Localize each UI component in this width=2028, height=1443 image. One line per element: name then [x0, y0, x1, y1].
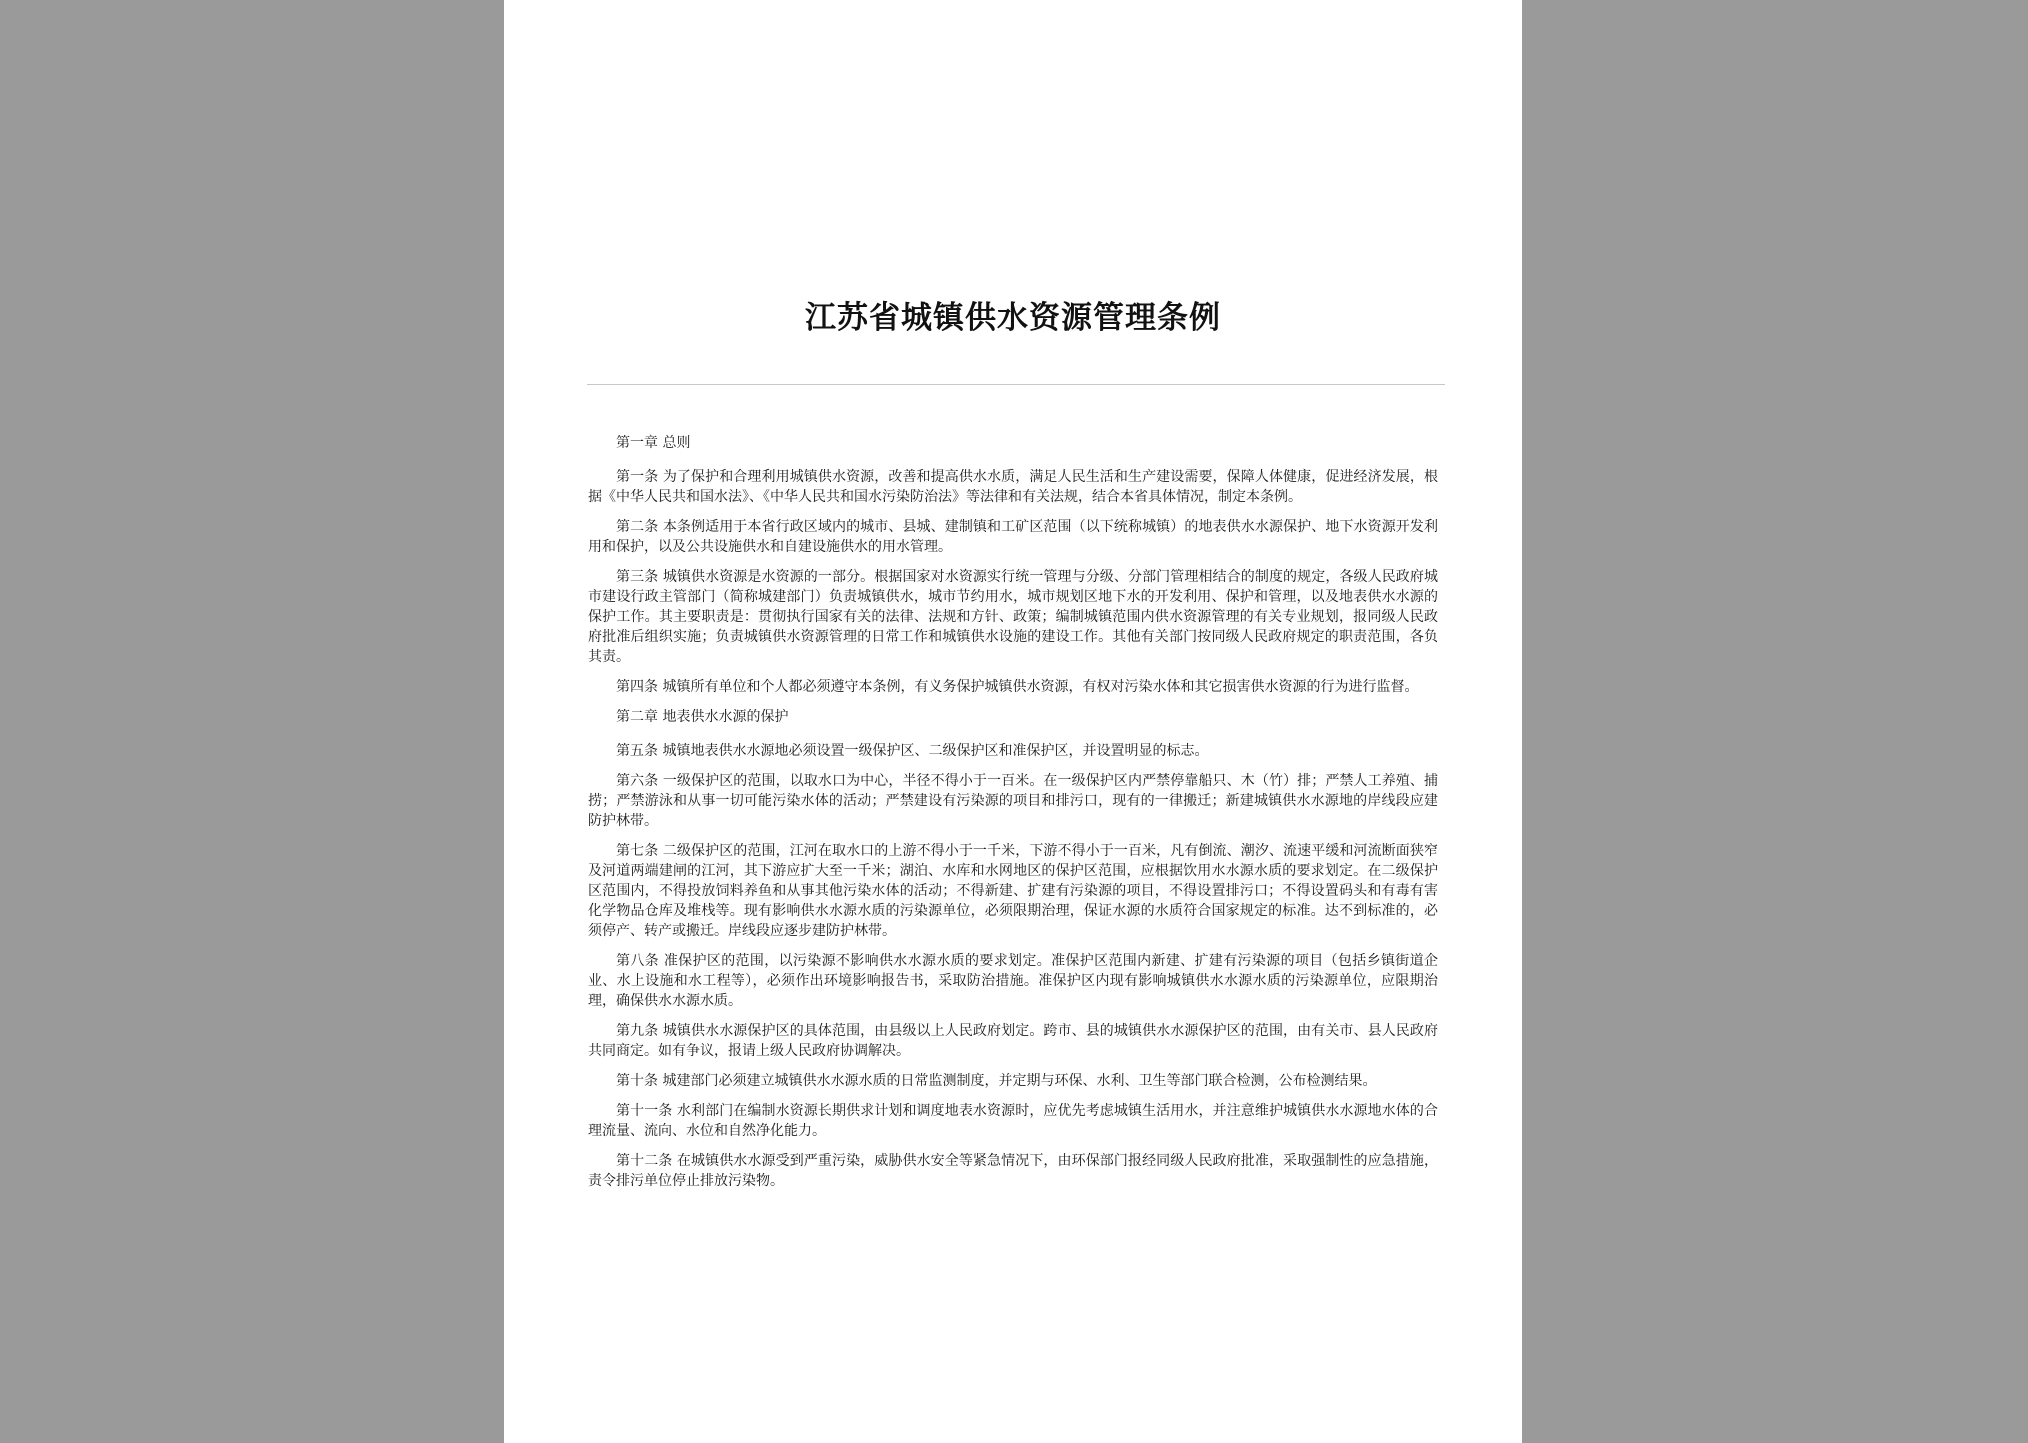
document-body — [588, 433, 1438, 1201]
document-page — [504, 0, 1522, 1443]
article-paragraph: 第一条 为了保护和合理利用城镇供水资源，改善和提高供水水质，满足人民生活和生产建设需要，保障人体健康，促进经济发展，根据《中华人民共和国水法》、《中华人民共和国水污染防治法》等法律和有关法规，结合本省具体情况，制定本条例。 — [588, 469, 1438, 505]
article-paragraph: 第九条 城镇供水水源保护区的具体范围，由县级以上人民政府划定。跨市、县的城镇供水水源保护区的范围，由有关市、县人民政府共同商定。如有争议，报请上级人民政府协调解决。 — [588, 1023, 1438, 1059]
article-paragraph: 第十条 城建部门必须建立城镇供水水源水质的日常监测制度，并定期与环保、水利、卫生等部门联合检测，公布检测结果。 — [616, 1073, 1377, 1089]
article-paragraph: 第五条 城镇地表供水水源地必须设置一级保护区、二级保护区和准保护区，并设置明显的标志。 — [616, 743, 1209, 759]
article-paragraph: 第四条 城镇所有单位和个人都必须遵守本条例，有义务保护城镇供水资源，有权对污染水体和其它损害供水资源的行为进行监督。 — [616, 679, 1419, 695]
article-paragraph: 第八条 准保护区的范围，以污染源不影响供水水源水质的要求划定。准保护区范围内新建、扩建有污染源的项目（包括乡镇街道企业、水上设施和水工程等），必须作出环境影响报告书，采取防治措施。准保护区内现有影响城镇供水水源水质的污染源单位，应限期治理，确保供水水源水质。 — [588, 953, 1438, 1009]
chapter-heading: 第二章 地表供水水源的保护 — [616, 709, 789, 725]
title-divider — [587, 384, 1445, 385]
chapter-heading: 第一章 总则 — [616, 435, 691, 451]
article-paragraph: 第六条 一级保护区的范围，以取水口为中心，半径不得小于一百米。在一级保护区内严禁停靠船只、木（竹）排；严禁人工养殖、捕捞；严禁游泳和从事一切可能污染水体的活动；严禁建设有污染源的项目和排污口，现有的一律搬迁；新建城镇供水水源地的岸线段应建防护林带。 — [588, 773, 1438, 829]
article-paragraph: 第二条 本条例适用于本省行政区域内的城市、县城、建制镇和工矿区范围（以下统称城镇）的地表供水水源保护、地下水资源开发利用和保护，以及公共设施供水和自建设施供水的用水管理。 — [588, 519, 1438, 555]
article-paragraph: 第十二条 在城镇供水水源受到严重污染，威胁供水安全等紧急情况下，由环保部门报经同级人民政府批准，采取强制性的应急措施，责令排污单位停止排放污染物。 — [588, 1153, 1438, 1189]
article-paragraph: 第三条 城镇供水资源是水资源的一部分。根据国家对水资源实行统一管理与分级、分部门管理相结合的制度的规定，各级人民政府城市建设行政主管部门（简称城建部门）负责城镇供水，城市节约用水，城市规划区地下水的开发利用、保护和管理，以及地表供水水源的保护工作。其主要职责是：贯彻执行国家有关的法律、法规和方针、政策；编制城镇范围内供水资源管理的有关专业规划，报同级人民政府批准后组织实施；负责城镇供水资源管理的日常工作和城镇供水设施的建设工作。其他有关部门按同级人民政府规定的职责范围，各负其责。 — [588, 569, 1438, 665]
article-paragraph: 第七条 二级保护区的范围，江河在取水口的上游不得小于一千米，下游不得小于一百米，凡有倒流、潮汐、流速平缓和河流断面狭窄及河道两端建闸的江河，其下游应扩大至一千米；湖泊、水库和水网地区的保护区范围，应根据饮用水水源水质的要求划定。在二级保护区范围内，不得投放饲料养鱼和从事其他污染水体的活动；不得新建、扩建有污染源的项目，不得设置排污口；不得设置码头和有毒有害化学物品仓库及堆栈等。现有影响供水水源水质的污染源单位，必须限期治理，保证水源的水质符合国家规定的标准。达不到标准的，必须停产、转产或搬迁。岸线段应逐步建防护林带。 — [588, 843, 1438, 939]
document-title: 江苏省城镇供水资源管理条例 — [805, 300, 1221, 336]
article-paragraph: 第十一条 水利部门在编制水资源长期供求计划和调度地表水资源时，应优先考虑城镇生活用水，并注意维护城镇供水水源地水体的合理流量、流向、水位和自然净化能力。 — [588, 1103, 1438, 1139]
